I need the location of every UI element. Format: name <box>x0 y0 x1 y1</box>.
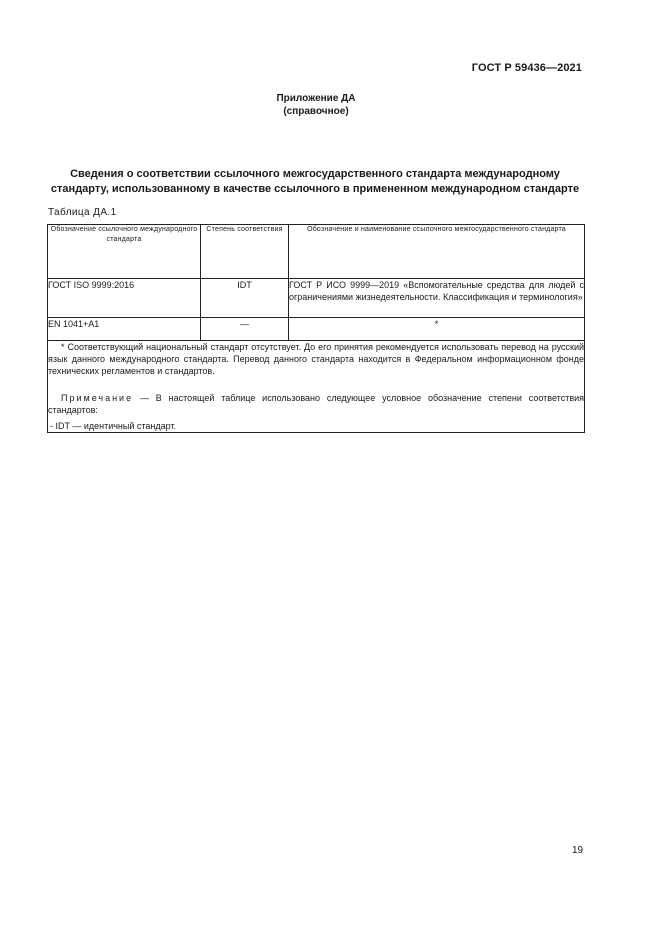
table-row <box>48 318 585 341</box>
cell-national-standard: ГОСТ Р ИСО 9999—2019 «Вспомогательные средства для людей с ограничениями жизнедеятельности. Классификация и терминология» <box>289 279 585 318</box>
note-label: Примечание <box>61 393 134 403</box>
section-title <box>30 167 600 197</box>
annex-title: Приложение ДА <box>276 93 356 104</box>
table-row <box>48 279 585 318</box>
header-national-standard: Обозначение и наименование ссылочного межгосударственного стандарта <box>289 225 585 279</box>
table-caption: Таблица ДА.1 <box>48 207 117 218</box>
header-degree: Степень соответствия <box>201 225 289 279</box>
header-intl-standard: Обозначение ссылочного международного стандарта <box>48 225 201 279</box>
cell-national-standard: * <box>289 318 585 341</box>
cell-intl-standard: ГОСТ ISO 9999:2016 <box>48 279 201 318</box>
table-footnote-cell <box>48 341 585 433</box>
page-number: 19 <box>572 845 584 856</box>
annex-subtitle: (справочное) <box>283 106 349 117</box>
document-code: ГОСТ Р 59436—2021 <box>471 62 582 74</box>
table-footer-row <box>48 341 585 433</box>
annex-heading <box>0 92 632 118</box>
section-title-line-2: стандарту, использованному в качестве ссылочного в примененном международном стандарте <box>50 183 580 195</box>
footnote-text: * Соответствующий национальный стандарт отсутствует. До его принятия рекомендуется использовать перевод на русский язык данного международного стандарта. Перевод данного стандарта находится в Федеральном информационном фонде технических регламентов и стандартов. <box>48 342 584 376</box>
section-title-line-1: Сведения о соответствии ссылочного межгосударственного стандарта международному <box>70 168 560 180</box>
note-list-item: - IDT — идентичный стандарт. <box>50 421 177 431</box>
note-text: — В настоящей таблице использовано следующее условное обозначение степени соответствия стандартов: <box>48 393 584 415</box>
reference-standards-table <box>47 224 585 433</box>
cell-degree: IDT <box>201 279 289 318</box>
table-header-row <box>48 225 585 279</box>
cell-intl-standard: EN 1041+A1 <box>48 318 201 341</box>
note-paragraph <box>48 392 584 416</box>
cell-degree: — <box>201 318 289 341</box>
